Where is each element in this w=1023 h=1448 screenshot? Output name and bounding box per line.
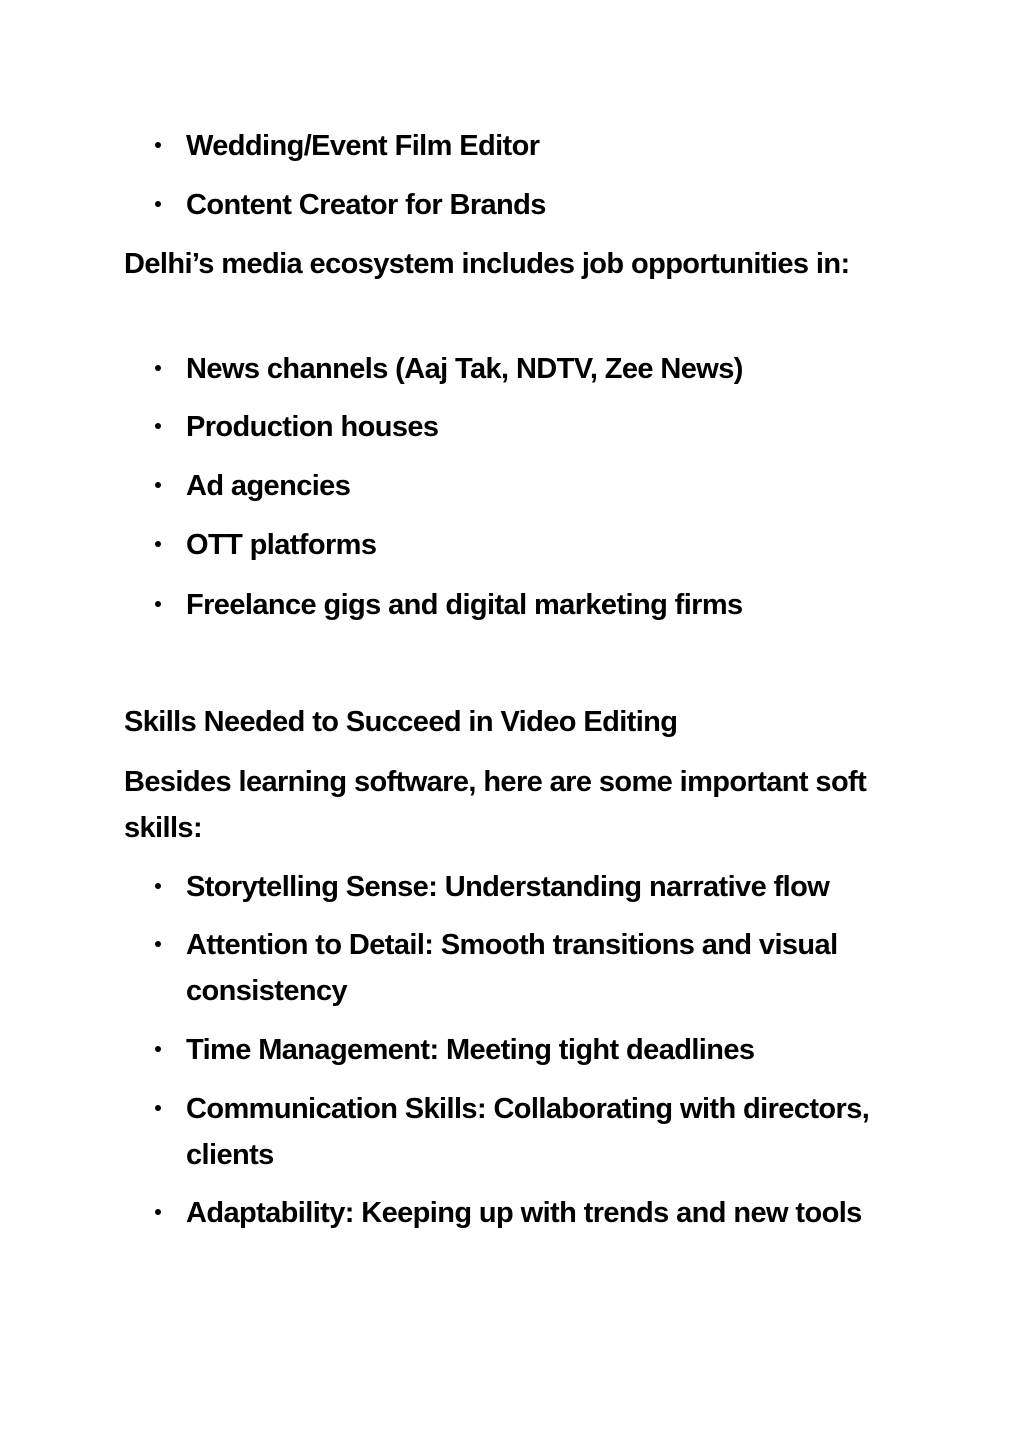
bullet-icon — [155, 142, 161, 148]
list-item — [186, 522, 906, 568]
section-heading: Skills Needed to Succeed in Video Editing — [124, 706, 678, 738]
list-item — [186, 123, 906, 169]
list-item — [186, 1190, 906, 1236]
list-item-text: News channels (Aaj Tak, NDTV, Zee News) — [186, 353, 743, 385]
list-item-text: Time Management: Meeting tight deadlines — [186, 1034, 755, 1066]
list-item — [186, 864, 906, 910]
list-item-text: Production houses — [186, 411, 439, 443]
bullet-icon — [155, 601, 161, 607]
list-item-text: Content Creator for Brands — [186, 189, 546, 221]
bullet-icon — [155, 482, 161, 488]
delhi-intro-paragraph: Delhi’s media ecosystem includes job opportunities in: — [124, 248, 850, 280]
bullet-icon — [155, 941, 161, 947]
bullet-icon — [155, 423, 161, 429]
bullet-icon — [155, 365, 161, 371]
list-item — [186, 346, 906, 392]
list-item-text: Freelance gigs and digital marketing firms — [186, 589, 743, 621]
bullet-icon — [155, 541, 161, 547]
list-item — [186, 1027, 906, 1073]
list-item — [186, 182, 906, 228]
bullet-icon — [155, 201, 161, 207]
bullet-icon — [155, 1105, 161, 1111]
skills-intro-paragraph: Besides learning software, here are some important soft skills: — [124, 766, 867, 844]
list-item — [186, 463, 906, 509]
list-item-text: Ad agencies — [186, 470, 351, 502]
list-item-text: Communication Skills: Collaborating with directors, clients — [186, 1093, 870, 1171]
bullet-icon — [155, 1209, 161, 1215]
bullet-icon — [155, 1046, 161, 1052]
list-item-text: Wedding/Event Film Editor — [186, 130, 540, 162]
list-item-text: Adaptability: Keeping up with trends and new tools — [186, 1197, 862, 1229]
list-item — [186, 582, 906, 628]
list-item — [186, 404, 906, 450]
bullet-icon — [155, 883, 161, 889]
list-item-text: OTT platforms — [186, 529, 377, 561]
list-item — [186, 922, 906, 1014]
list-item — [186, 1086, 906, 1178]
list-item-text: Attention to Detail: Smooth transitions and visual consistency — [186, 929, 838, 1007]
list-item-text: Storytelling Sense: Understanding narrative flow — [186, 871, 830, 903]
